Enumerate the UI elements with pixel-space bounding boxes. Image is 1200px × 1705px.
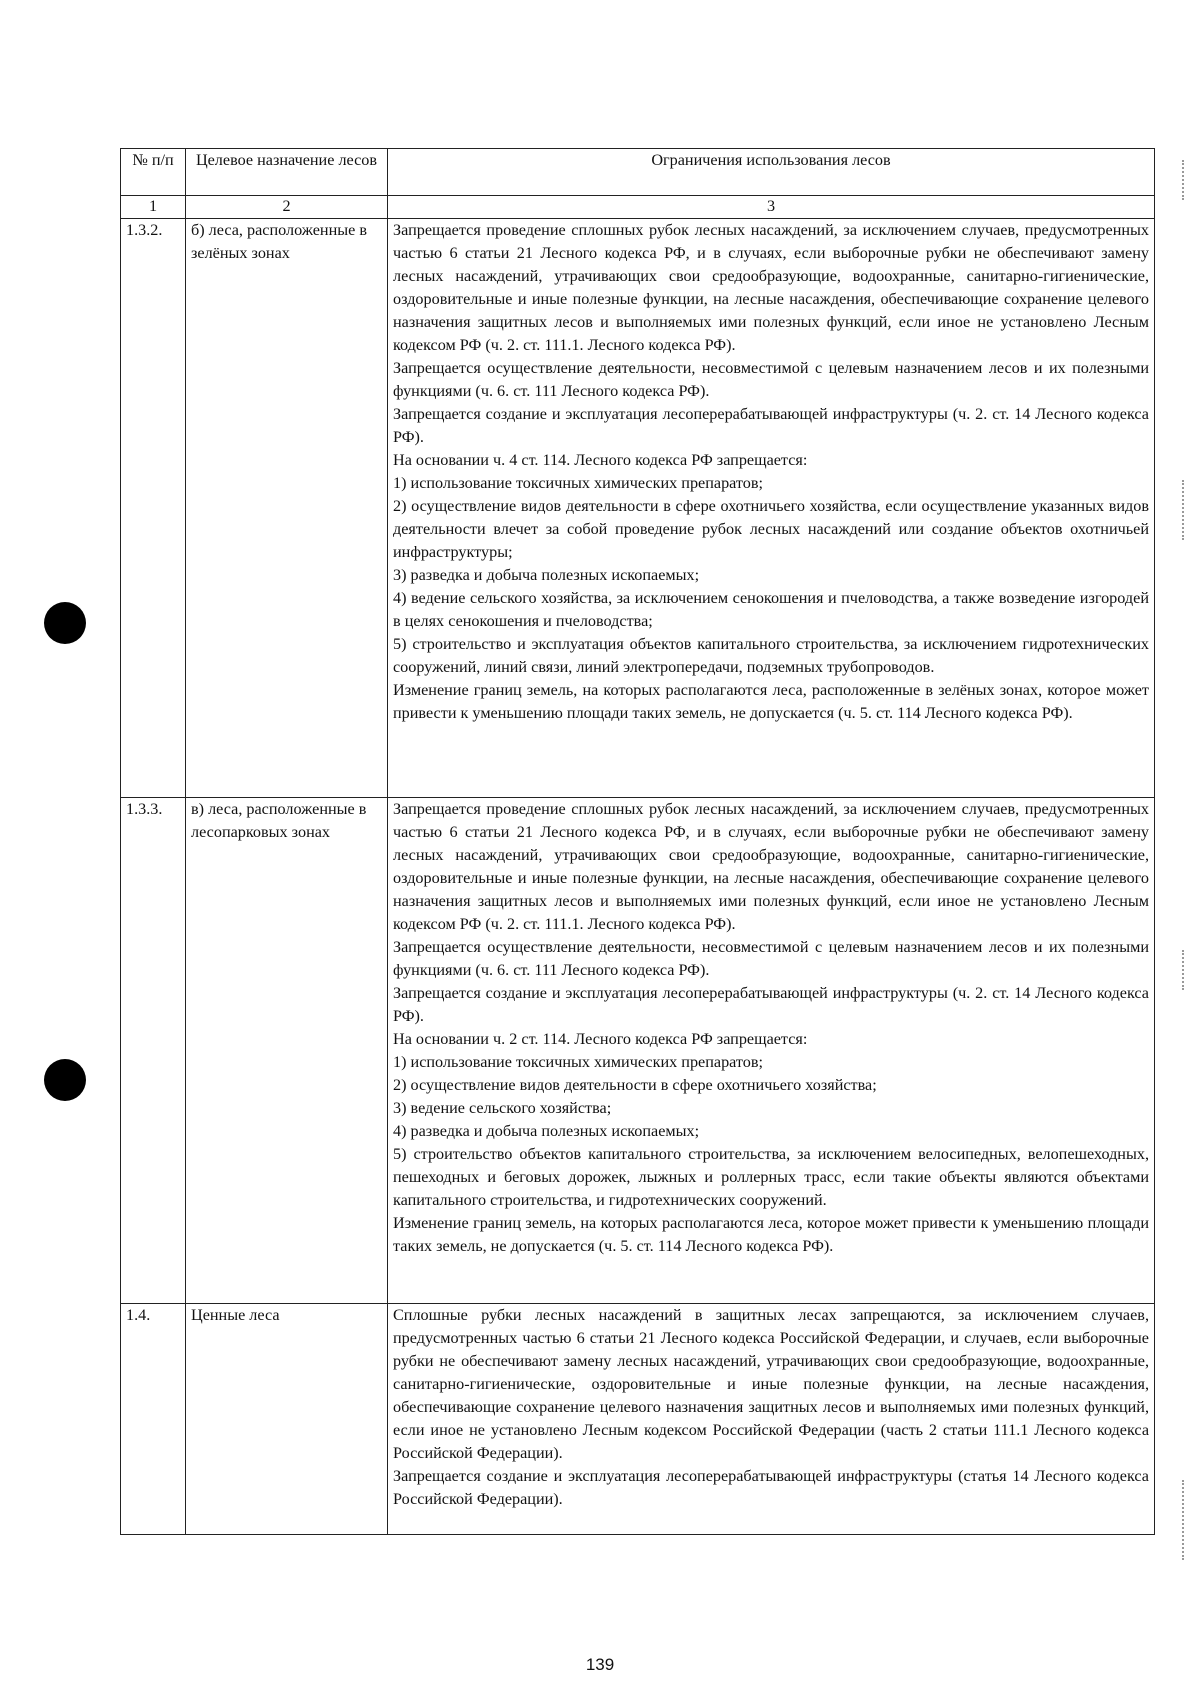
restriction-paragraph: 1) использование токсичных химических препаратов; <box>393 1053 764 1071</box>
column-number: 2 <box>186 196 388 219</box>
row-restrictions <box>388 798 1155 1304</box>
row-purpose: в) леса, расположенные в лесопарковых зонах <box>186 798 388 1304</box>
restriction-paragraph: Запрещается создание и эксплуатация лесоперерабатывающей инфраструктуры (статья 14 Лесного кодекса Российской Федерации). <box>393 1467 1149 1508</box>
header-restrictions: Ограничения использования лесов <box>388 149 1155 196</box>
restriction-paragraph: 5) строительство объектов капитального строительства, за исключением велосипедных, велопешеходных, пешеходных и беговых дорожек, лыжных и роллерных трасс, если такие объекты являются объектами капитального строительства, и гидротехнических сооружений. <box>393 1145 1149 1209</box>
row-purpose: Ценные леса <box>186 1304 388 1535</box>
restriction-paragraph: 5) строительство и эксплуатация объектов капитального строительства, за исключением гидротехнических сооружений, линий связи, линий электропередачи, подземных трубопроводов. <box>393 635 1149 676</box>
restriction-paragraph: Запрещается проведение сплошных рубок лесных насаждений, за исключением случаев, предусмотренных частью 6 статьи 21 Лесного кодекса РФ, и в случаях, если выборочные рубки не обеспечивают замену лесных насаждений, утрачивающих свои средообразующие, водоохранные, санитарно-гигиенические, оздоровительные и иные полезные функции, на лесные насаждения, обеспечивающие сохранение целевого назначения защитных лесов и выполняемых ими полезных функций, если иное не установлено Лесным кодексом РФ (ч. 2. ст. 111.1. Лесного кодекса РФ). <box>393 800 1149 933</box>
restriction-paragraph: На основании ч. 4 ст. 114. Лесного кодекса РФ запрещается: <box>393 451 808 469</box>
restriction-paragraph: 2) осуществление видов деятельности в сфере охотничьего хозяйства; <box>393 1076 877 1094</box>
row-number: 1.3.3. <box>121 798 186 1304</box>
column-number: 1 <box>121 196 186 219</box>
table-row <box>121 219 1155 798</box>
column-number: 3 <box>388 196 1155 219</box>
punch-hole <box>44 1059 86 1101</box>
restriction-paragraph: На основании ч. 2 ст. 114. Лесного кодекса РФ запрещается: <box>393 1030 808 1048</box>
punch-hole <box>44 602 86 644</box>
row-restrictions <box>388 1304 1155 1535</box>
restriction-paragraph: Изменение границ земель, на которых располагаются леса, расположенные в зелёных зонах, которое может привести к уменьшению площади таких земель, не допускается (ч. 5. ст. 114 Лесного кодекса РФ). <box>393 681 1149 722</box>
restriction-paragraph: 3) ведение сельского хозяйства; <box>393 1099 612 1117</box>
restriction-paragraph: 4) разведка и добыча полезных ископаемых; <box>393 1122 700 1140</box>
restriction-paragraph: Сплошные рубки лесных насаждений в защитных лесах запрещаются, за исключением случаев, предусмотренных частью 6 статьи 21 Лесного кодекса Российской Федерации, и случаев, если выборочные рубки не обеспечивают замену лесных насаждений, утрачивающих свои средообразующие, водоохранные, санитарно-гигиенические, оздоровительные и иные полезные функции, на лесные насаждения, обеспечивающие сохранение целевого назначения защитных лесов и выполняемых ими полезных функций, если иное не установлено Лесным кодексом Российской Федерации (часть 2 статьи 111.1 Лесного кодекса Российской Федерации). <box>393 1306 1149 1462</box>
header-number: № п/п <box>121 149 186 196</box>
table-header-row <box>121 149 1155 196</box>
scan-edge-mark <box>1182 160 1186 200</box>
restriction-paragraph: Запрещается создание и эксплуатация лесоперерабатывающей инфраструктуры (ч. 2. ст. 14 Лесного кодекса РФ). <box>393 984 1149 1025</box>
table-row <box>121 1304 1155 1535</box>
header-purpose: Целевое назначение лесов <box>186 149 388 196</box>
restriction-paragraph: 1) использование токсичных химических препаратов; <box>393 474 764 492</box>
restriction-paragraph: Запрещается осуществление деятельности, несовместимой с целевым назначением лесов и их полезными функциями (ч. 6. ст. 111 Лесного кодекса РФ). <box>393 359 1149 400</box>
table-row <box>121 798 1155 1304</box>
restriction-paragraph: 4) ведение сельского хозяйства, за исключением сенокошения и пчеловодства, а также возведение изгородей в целях сенокошения и пчеловодства; <box>393 589 1149 630</box>
scan-edge-mark <box>1182 1480 1186 1560</box>
restriction-paragraph: Запрещается проведение сплошных рубок лесных насаждений, за исключением случаев, предусмотренных частью 6 статьи 21 Лесного кодекса РФ, и в случаях, если выборочные рубки не обеспечивают замену лесных насаждений, утрачивающих свои средообразующие, водоохранные, санитарно-гигиенические, оздоровительные и иные полезные функции, на лесные насаждения, обеспечивающие сохранение целевого назначения защитных лесов и выполняемых ими полезных функций, если иное не установлено Лесным кодексом РФ (ч. 2. ст. 111.1. Лесного кодекса РФ). <box>393 221 1149 354</box>
scan-edge-mark <box>1182 480 1186 540</box>
restriction-paragraph: 3) разведка и добыча полезных ископаемых; <box>393 566 700 584</box>
row-restrictions <box>388 219 1155 798</box>
restriction-paragraph: Запрещается осуществление деятельности, несовместимой с целевым назначением лесов и их полезными функциями (ч. 6. ст. 111 Лесного кодекса РФ). <box>393 938 1149 979</box>
restriction-paragraph: 2) осуществление видов деятельности в сфере охотничьего хозяйства, если осуществление указанных видов деятельности влечет за собой проведение рубок лесных насаждений или создание объектов охотничьей инфраструктуры; <box>393 497 1149 561</box>
restriction-paragraph: Изменение границ земель, на которых располагаются леса, которое может привести к уменьшению площади таких земель, не допускается (ч. 5. ст. 114 Лесного кодекса РФ). <box>393 1214 1149 1255</box>
scan-edge-mark <box>1182 950 1186 990</box>
row-number: 1.3.2. <box>121 219 186 798</box>
forest-restrictions-table <box>120 148 1155 1535</box>
restriction-paragraph: Запрещается создание и эксплуатация лесоперерабатывающей инфраструктуры (ч. 2. ст. 14 Лесного кодекса РФ). <box>393 405 1149 446</box>
column-number-row <box>121 196 1155 219</box>
row-purpose: б) леса, расположенные в зелёных зонах <box>186 219 388 798</box>
page-number: 139 <box>585 1655 615 1674</box>
row-number: 1.4. <box>121 1304 186 1535</box>
